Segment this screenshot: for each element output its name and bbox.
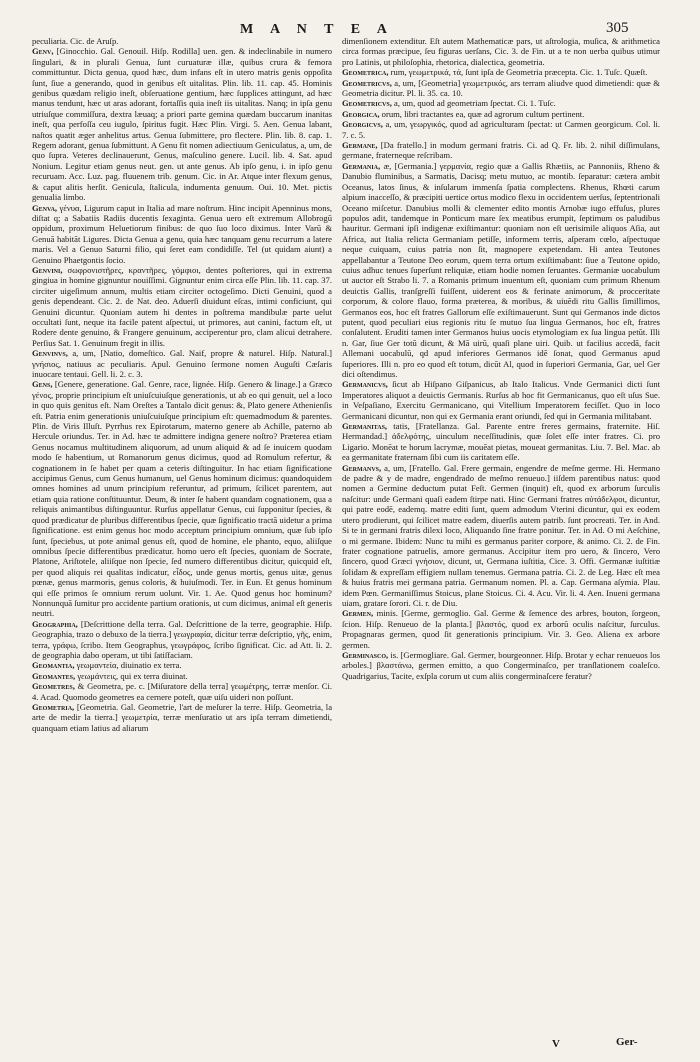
entry-headword: Germania, bbox=[342, 160, 381, 171]
entry-text: γένυα, Ligurum caput in Italia ad mare noſtrum. Hinc incipit Apenninus mons, diſtat q; a Sabatiis Radiis ducentis ſexaginta. Genua uero eſt extremum Allobrogū oppidum, proximum Heluetiorum finibus: de quo ſuo loco diximus. Inter Varū & Genuā habitāt Ligures. Dicta Genua a genu, quia hæc tanquam genu recurrum a latere maris. Vel a Genuo Saturni filio, qui ſeret eam condidiſſe. Tel (ut quidam aiunt) a Genuino Phaetgontis ſocio. bbox=[32, 202, 332, 265]
dictionary-entry bbox=[32, 660, 332, 670]
dictionary-entry bbox=[342, 98, 660, 108]
dictionary-entry bbox=[342, 67, 660, 77]
entry-text: a, um, [Fratello. Gal. Frere germain, engendre de meſme germe. Hi. Hermano de padre & y de madre, engendrado de meſmo renueuo.] iiſdem parentibus natus: quod nomen a Germine deductum putat Feſt. Germen (inquit) eſt, quod ex arborum ſurculis naſcitur: unde Germani quaſi eadem ſtirpe nati. Hinc Germani fratres αὐτάδελφοι, dicuntur, qui patre eodē, eademq. matre editi ſunt, quem admodum Vterini dicuntur, qui ex eodem utero prodierunt, qui ſcilicet matre eadem, diuerſis autem patrib. ſunt procreati. Ter. in And. Si te in germani fratris dilexi loco, Aliquando ſine fratre ponitur. Ter. in Ad. O mi Aeſchine, o mi germane. Ibidem: Nunc tu mihi es germanus pariter corpore, & animo. Ci. 2. de Fin. frater cognatione patruelis, amore germanus. Accipitur item pro uero, & ſincero, Vero ſincero, quod Græci γνήσιον, dicunt, ut, Germana iuſtitia, Cice. 3. Offi. Germanæ iuſtitiæ ſolidam & expreſſam effigiem nullam tenemus. Germana patria. Ci. 2. de Leg. Hæc eſt mea & huius fratris mei germana patria. Germanum nomen. Pl. a. Cap. Germana aſymia. Plau. idem Pœn. Germaniſſimus Stoicus, plane Stoicus. Ci. 4. Acu. Vir. li. 4. Aen. Inueni germana uiam, gratare ſorori. Ci. r. de Diu. bbox=[342, 462, 660, 608]
dictionary-entry bbox=[342, 379, 660, 421]
entry-headword: Geomantia, bbox=[32, 660, 75, 671]
entry-headword: Gens, bbox=[32, 379, 53, 390]
entry-headword: Germanitas, bbox=[342, 421, 388, 432]
dictionary-entry bbox=[342, 608, 660, 650]
entry-headword: Genva, bbox=[32, 202, 58, 213]
page-number: 305 bbox=[606, 20, 629, 36]
entry-headword: Genv, bbox=[32, 46, 54, 57]
entry-text: [Genere, generatione. Gal. Genre, race, lignée. Hiſp. Genero & linage.] a Græco γένος, proprie principium eſt uniuſcuiuſque generationis, ut ab eo qui genuit, uel a loco in quo quis genitus eſt. Nam Oreſtes a Tantalo dicit genus: &, Plato genere Athenienſis eſt. Patria enim generationis uniuſcuiuſque principium eſt: quemadmodum & parentes. Plin. de Viris Illuſt. Pyrrhus rex Epirotarum, materno genere ab Achille, paterno ab Hercule oriundus. Ter. in Ad. hæc te admittere indigna genere noſtro? Præterea etiam Genus nocamus multitudinem aliquorum, ad unum aliquid & ad ſe inuicem quodam modo ſe habentium, ut Romanorum genus dicimus, quod ad Romulum refertur, & cognationem in ſe habet per quam a ceteris diſtinguitur. In hac etiam ſignificatione accipimus Genus, cum Genus humanum, uel Genus hominum dicimus: quandoquidem omnes homines ad unum principium referuntur, ad primum, ſcilicet parentem, aut etiam quia ratione conſtituuntur. Deum, & inter ſe habent quandam cognationem, qua a reliquis animantibus diſtinguuntur. Rurſus appellatur Genus, cui ſupponitur ſpecies, & quod prædicatur de pluribus differentibus ſpecie, quæ ſignificatio tractā uidetur a prima ſignificatione. est enim genus hoc modo acceptum principium omnium, quæ ſub ipſo ſunt, ſpeciebus, ut pote animal genus eſt, quod de homine, ele phanto, equo, aliiſque omnibus ſpecie differentibus prædicatur. homo uero eſt ſpecies, quoniam de Socrate, Platone, Ariſtotele, aliiſque non ſpecie, ſed numero differentibus dicitur, quicquid eſt, per quod aliquis rei qualitas indicatur, εἶδος, unde genus mortis, genus uitæ, genus pœnæ, genus marmoris, genus coloris, & huiuſmodi. Ter. in Eun. Et genus hominum qui eſſe primos ſe omnium rerum uolunt. Vir. 1. Ae. Quod genus hoc hominum? Nonnunquā ſumitur pro accidente partium orationis, ut cum dicimus, animal eſt generis neutri. bbox=[32, 379, 332, 619]
entry-headword: Geometria, bbox=[32, 702, 75, 712]
dictionary-entry bbox=[342, 140, 660, 161]
entry-headword: Geometricvs, bbox=[342, 77, 392, 88]
dictionary-entry bbox=[342, 119, 660, 140]
entry-text: γεωμαντεία, diuinatio ex terra. bbox=[76, 660, 182, 671]
dictionary-entry bbox=[342, 161, 660, 380]
entry-text: [Da fratello.] in modum germani fratris. Ci. ad Q. Fr. lib. 2. nihil diſſimulans, germane, fraterneque reſcribam. bbox=[342, 140, 660, 161]
dictionary-entry bbox=[32, 203, 332, 265]
dictionary-entry bbox=[342, 650, 660, 681]
entry-text: [Ginocchio. Gal. Genouil. Hiſp. Rodilla] uen. gen. & indeclinabile in numero ſingulari, & in plurali Genua, ſunt curuaturæ illæ, quibus crura & femora committuntur. Dicta genua, quod hæc, dum infans eſt in utero matris genis oppoſita ſunt, ſiue a generando, quod in genibus eſt uitalitas. Plin. lib. 11. cap. 45. Hominis genibus quædam religio ineſt, obſeruatione gentium, hæc ſupplices attingunt, ad hæc manus tendunt, hæc ut aras adorant, fortaſſis quia ineſt iis uitalitas. Nanq; in ipſa genu utriuſque commiſſura, dextra læuaq; a priori parte gemina quædam buccarum inanitas ineſt, qua perfoſſa ceu iugulo, ſpiritus fugit. Hæc Plin. Virgi. 5. Aen. Genua labant, naſtos quatit æger anhelitus artus. Genua ſubmittere, pro flectere. Plin. lib. 8. cap. 1. Regem adorant, genua ſubmittunt. A Genu fit nomen adiectiuum Geniculatus, a, um, de quo ſupra. Veteres declinauerunt, Genus, maſculino genere. Lucil. lib. 4. Sat. apud Nonium. Legitur etiam genus neut. gen. ut ante genus. Ab ipſo genu, i. in ipſo genu recuruam. Acc. Luz. pag. fluuenem trib. genum. Cic. in Ar. Atque inter flexum genus, & caput alitis herſit. Genicula, ſtalicula, indumenta genuum. Oui. 10. Met. pictis genualia limbo. bbox=[32, 46, 332, 203]
entry-headword: Germanicvs, bbox=[342, 379, 388, 390]
entry-text: tatis, [Fratellanza. Gal. Parente entre freres germains, fraternite. Hiſ. Hermandad.] ἀδελφότης, uinculum neceſſitudinis, quæ ſolet eſſe inter fratres. Ci. pro Ligario. Monēat te horum lacrymæ, mouēat pietas, moueat germanitas. Liu. 7. Bel. Mac. ab ea germanitate fraternam ſibi cum iis caritatem eſſe. bbox=[342, 421, 660, 463]
entry-headword: Germane, bbox=[342, 140, 378, 151]
dictionary-entry bbox=[342, 36, 660, 67]
entry-text: is. [Germogliare. Gal. Germer, bourgeonner. Hiſp. Brotar y echar renueuos los arboles.] βλαστάνω, germen emitto, a quo Congerminaſco, per tranſlationem coaleſco. Quadrigarius, Tacite, exſpla corum ut cum aliis congerminaſcere feratur? bbox=[342, 649, 660, 681]
entry-headword: Geometrica, bbox=[342, 67, 389, 78]
dictionary-entry bbox=[32, 702, 332, 733]
entry-text: rum, γεωμετρικά, τά, ſunt ipſa de Geometria præcepta. Cic. 1. Tuſc. Quæſt. bbox=[390, 67, 648, 78]
entry-text: a, um, γεωργικός, quod ad agriculturam ſpectat: ut Carmen georgicum. Col. li. 7. c. 5. bbox=[342, 119, 660, 140]
dictionary-entry bbox=[32, 46, 332, 202]
entry-text: a, um, [Geometria] γεωμετρικός, ars terram aliudve quod dimetiendi: quæ & Geometria dicitur. Pl. li. 35. ca. 10. bbox=[342, 77, 660, 99]
running-head: M A N T E A bbox=[240, 22, 394, 37]
dictionary-entry bbox=[342, 421, 660, 463]
entry-headword: Germinasco, bbox=[342, 649, 389, 660]
entry-headword: Germanvs, bbox=[342, 462, 382, 473]
entry-headword: Genvinvs, bbox=[32, 348, 68, 359]
dictionary-entry bbox=[32, 265, 332, 348]
entry-text: σωφρονιστῆρες, κραντῆρες, γόμφιοι, dentes poſteriores, qui in extrema gingiua in homine gignuntur nouiſſimi. Gignuntur enim circa eſſe Plin. lib. 11. cap. 37. circiter uigeſimum annum, multis etiam circiter octogeſimo. Dicti Genuini, quod a genis dependeant. Cic. 2. de Nat. deo. Aduerſi diuidunt eſcas, intimi conficiunt, qui Genuini dicuntur. Quoniam autem hi dentes in poſtrema mandibulæ parte uelut occultati ſunt, neque ita facile patent aſpectui, ut primores, aut canini, factum eſt, ut Rodere dente genuino, & Frangere genuinum, acciperentur pro, clam alicui detrahere. Perſius Sat. 1. Genuinum fregit in illis. bbox=[32, 264, 332, 348]
dictionary-entry bbox=[32, 681, 332, 702]
entry-headword: Geomantes, bbox=[32, 670, 76, 681]
dictionary-entry bbox=[32, 348, 332, 379]
dictionary-entry bbox=[32, 36, 332, 46]
entry-text: [Deſcrittione della terra. Gal. Deſcrittione de la terre, geographie. Hiſp. Geographia, trazo o debuxo de la tierra.] γεωγραφία, dicitur terræ deſcriptio, γῆς, enim, terra, γράφω, ſcribo. Item Geographus, γεωγράφος, ſcribo ſignificat. Cic. ad Att. li. 2. de geographia dabo operam, ut tibi ſatiſfaciam. bbox=[32, 618, 332, 660]
entry-text: minis. [Germe, germoglio. Gal. Germe & ſemence des arbres, bouton, ſorgeon, ſcion. Hiſp. Renueuo de la planta.] βλαστός, quod ex arborū oculis naſcitur, ſurculus. Propagnaras germen, quod ſit generationis principium. Vir. 3. Geo. Aliena ex arbore germen. bbox=[342, 608, 660, 650]
entry-text: [Geometria. Gal. Geometrie, l'art de meſurer la terre. Hiſp. Geometria, la arte de medir la tierra.] γεωμετρία, terræ menſuratio ut ars ipſa terram dimetiendi, quanquam etiam latius ad aliarum bbox=[32, 702, 332, 733]
entry-text: æ, [Germania.] γερμανία, regio quæ a Gallis Rhætiis, ac Pannoniis, Rheno & Danubio fluminibus, a Sarmatis, Dacisq; metu mutuo, ac montib. ſeparatur: cætera ambit Oceanus, latos ſinus, & inſularum immenſa ſpatia complectens. Rhenus, Rhœti carum alpium inacceſſo, & præcipiti uertice ortus modico flexu in occidentem uerſus, ſeptentrionali Oceano miſcetur. Danubius molli & clementer edito montis Arnobæ iugo effuſus, plures populos adit, tandemque in Ponticum mare ſex meatibus erumpit, ſeptimum os paludibus hauritur. Germani ipſi indigenæ exiſtimantur: quoniam non eſt uerisimile aliquos Aſia, aut Africa, aut Italia relicta Germaniam petiſſe, informem terris, aſperam cœlo, aſpectuque neque cuiquam, cuius patria non ſit, magnopere expetendam. Hi antea Teutones appellabantur a Teutone Deo eorum, quem terra ortum exiſtimabant: ſiue a Teutone opido, cuius adhuc tenues ſuperſunt reliquiæ, etiam hodie nomen ſeruantes. Germaniæ uocabulum ut auctor eſt Strabo li. 7. a Romanis primum inuentum eſt, quoniam cum primum Rhenum deuictis Gallis, tranſgreſſi fuiſſent, uiderent eos & ferinate animorum, & procceritate corporum, & colore flauo, forma præterea, & moribus, & uiuēdi ritu Gallis ſimillimos, Germanos eos, hoc eſt fratres Gallorum eſſe exiſtimauerunt. Sunt qui Germanos inde dictos putent, quod peculiari eius regionis ritu ſe mutuo ſua lingua Germanos, hoc eſt, fratres conſalutent. Eruditi tamen inter Germanos huius uocis etymologiam ex ſua lingua petūt. Illi n. Gar, ſiue Ger totū dicunt, & Mā uirū, quaſi plane uiri. Quib. ut facilius accedā, facit Allemani uocabulū, qd apud inferiores Germanos idē ſonat, quod Germanus apud ſuperiores. Illi n. pro eo quod eſt totum, dicūt Al, quod in ſuperiori Germania, Gar, uel Ger dici oſtendimus. bbox=[342, 160, 660, 379]
entry-headword: Geographia, bbox=[32, 618, 78, 629]
entry-text: γεωμάντεις, qui ex terra diuinat. bbox=[77, 670, 188, 681]
entry-text: orum, libri tractantes ea, quæ ad agrorum cultum pertinent. bbox=[381, 108, 585, 119]
signature-mark: V bbox=[552, 1038, 560, 1050]
dictionary-entry bbox=[32, 619, 332, 661]
dictionary-entry bbox=[342, 109, 660, 119]
entry-text: ſicut ab Hiſpano Giſpanicus, ab Italo Italicus. Vnde Germanici dicti ſunt Imperatores aliquot a deuictis Germanis. Rurſus ab hoc fit Germanicanus, quo eſt uſus Sue. in Veſpaſiano, Exercitu Germanicano, qui Vitellium Imperatorem feciſſet. Quo in loco Germanicani dicuntur, non qui ex Germania erant oriundi, ſed qui in Germania militabant. bbox=[342, 379, 660, 421]
dictionary-entry bbox=[342, 78, 660, 99]
entry-headword: Genvini, bbox=[32, 264, 63, 275]
entry-headword: Geometricvs, bbox=[342, 98, 392, 109]
right-column bbox=[342, 36, 660, 1031]
entry-text: a, um, [Natio, domeſtico. Gal. Naif, propre & naturel. Hiſp. Natural.] γνήσιος, natiuus ac peculiaris. Apul. Genuino ſermone nomen Auguſti Cæſaris inuocare tentaui. Gell. li. 2. c. 3. bbox=[32, 348, 332, 379]
entry-text: a, um, quod ad geometriam ſpectat. Ci. 1. Tuſc. bbox=[394, 98, 556, 109]
dictionary-entry bbox=[32, 379, 332, 618]
entry-text: & Geometra, pe. c. [Miſuratore della terra] γεωμέτρης, terræ menſor. Ci. 4. Acad. Quomodo geometres ea cernere poteſt, quæ uiſu uideri non poſſunt. bbox=[32, 681, 332, 702]
entry-headword: Geometres, bbox=[32, 681, 75, 692]
entry-headword: Georgica, bbox=[342, 108, 380, 119]
dictionary-entry bbox=[342, 463, 660, 609]
entry-headword: Germen, bbox=[342, 608, 374, 619]
dictionary-entry bbox=[32, 671, 332, 681]
entry-text: dimenſionem extenditur. Eſt autem Mathematicæ pars, ut aſtrologia, muſica, & arithmetica circa formas præcipue, ſeu figuras uerſans, Cic. 3. de Fin. ut a te non uerba quibus utimur pro Latinis, ut philoſophia, rhetorica, dialectica, geometria. bbox=[342, 36, 660, 67]
entry-text: peculiaria. Cic. de Aruſp. bbox=[32, 36, 119, 46]
entry-headword: Georgicvs, bbox=[342, 119, 383, 130]
catchword: Ger- bbox=[616, 1036, 638, 1048]
left-column bbox=[32, 36, 332, 1031]
